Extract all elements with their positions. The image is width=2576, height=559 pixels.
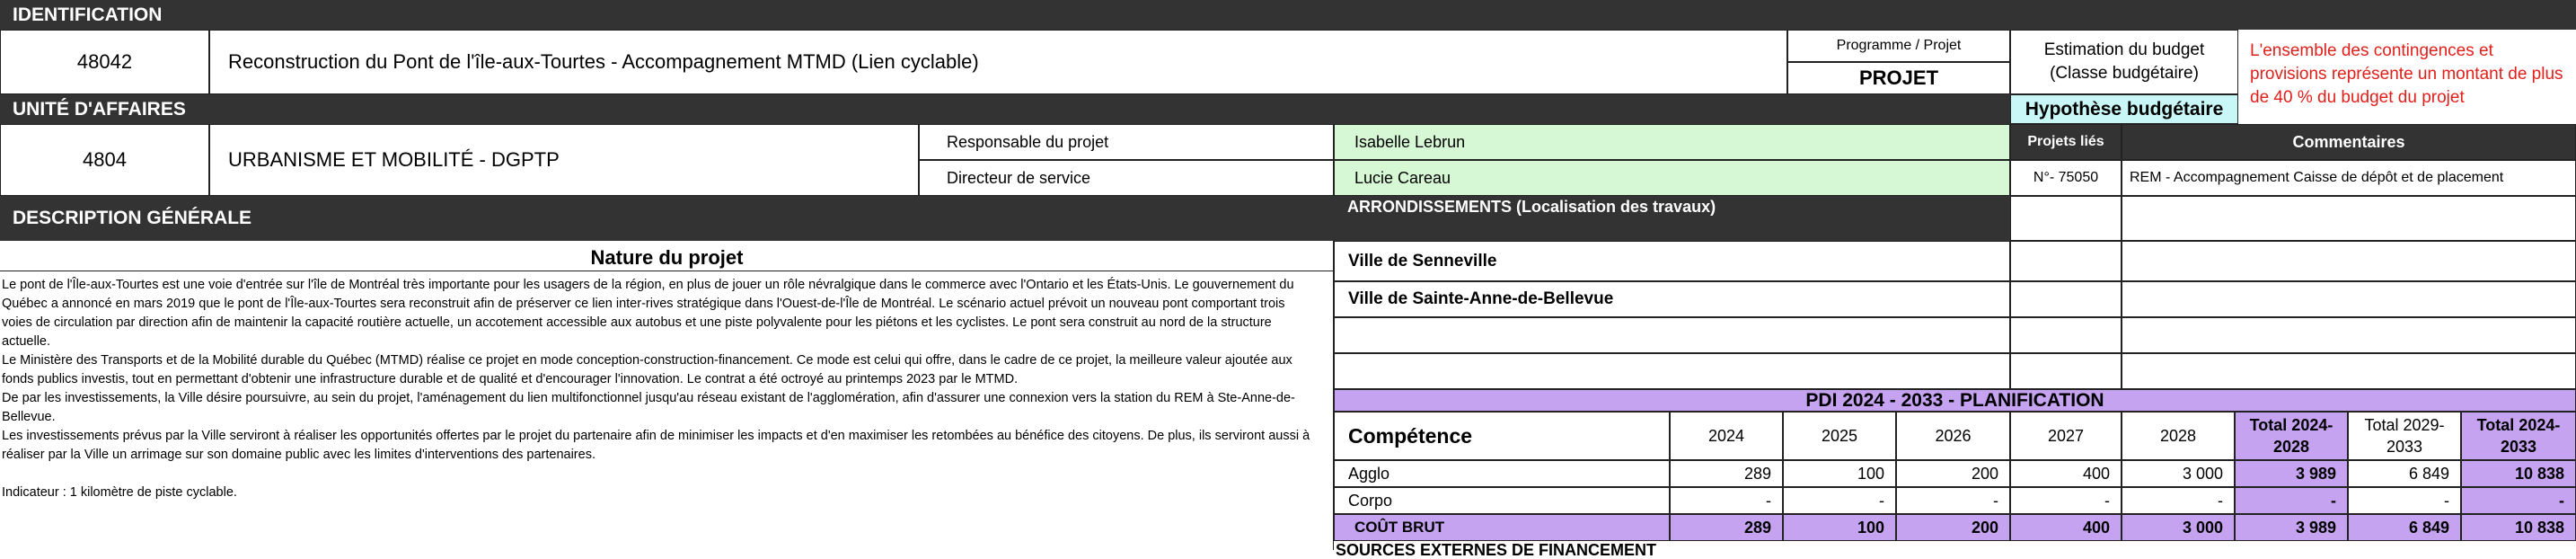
linked-project-empty-cell <box>2010 281 2122 317</box>
pdi-cell: 3 989 <box>2235 514 2348 541</box>
pdi-cell: 3 989 <box>2235 460 2348 487</box>
business-unit-name: URBANISME ET MOBILITÉ - DGPTP <box>209 124 919 196</box>
description-paragraph: Les investissements prévus par la Ville serviront à réaliser les opportunités offertes par le projet du partenaire afin de minimiser les impacts et d'en maximiser les retombées au bénéfice des citoyens. De plus, ils serviront aussi à réaliser par la Ville un arrimage sur son domaine public avec les limites d'interventions des partenaires. <box>2 429 1310 462</box>
nature-title: Nature du projet <box>0 244 1334 271</box>
linked-project-empty-cell <box>2010 241 2122 281</box>
description-paragraph: Indicateur : 1 kilomètre de piste cyclable. <box>2 485 237 500</box>
pdi-row-label: Corpo <box>1334 487 1670 514</box>
description-paragraph: Le pont de l'Île-aux-Tourtes est une voie d'entrée sur l'île de Montréal très importante pour les usagers de la région, en plus de jouer un rôle névralgique dans le commerce avec l'Ontario et les États-Unis. Le gouvernement du Québec a annoncé en mars 2019 que le pont de l'Île-aux-Tourtes sera reconstruit afin de préserver ce lien inter-rives stratégique dans l'Ouest-de-l'Île de Montréal. Le scénario actuel prévoit un nouveau pont comportant trois voies de circulation par direction afin de maintenir la capacité routière actuelle, un accotement accessible aux autobus et une piste polyvalente pour les piétons et les cyclistes. Le pont sera construit au nord de la structure actuelle. <box>2 278 1294 349</box>
linked-projects-header: Projets liés <box>2010 124 2122 160</box>
business-unit-header-label: UNITÉ D'AFFAIRES <box>13 98 186 120</box>
pdi-cell: 6 849 <box>2348 460 2461 487</box>
contingency-note: L'ensemble des contingences et provisions représente un montant de plus de 40 % du budget du projet <box>2250 41 2563 107</box>
total-header: Total 2029-2033 <box>2348 412 2461 460</box>
description-paragraph: Le Ministère des Transports et de la Mobilité durable du Québec (MTMD) réalise ce projet en mode conception-construction-financement. Ce mode est celui qui offre, dans le cadre de ce projet, la meilleure valeur ajoutée aux fonds publics investis, tout en permettant d'obtenir une infrastructure durable et de qualité et d'encourager l'innovation. Le contrat a été octroyé au printemps 2023 par le MTMD. <box>2 353 1292 386</box>
pdi-row-label: Agglo <box>1334 460 1670 487</box>
business-unit-code: 4804 <box>0 124 209 196</box>
general-description-header-label: DESCRIPTION GÉNÉRALE <box>13 208 252 228</box>
year-header: 2026 <box>1896 412 2010 460</box>
description-paragraph: De par les investissements, la Ville désire poursuivre, au sein du projet, l'aménagement du lien multifonctionnel jusqu'au réseau existant de l'agglomération, afin d'assurer une connexion vers la station du REM à Ste-Anne-de-Bellevue. <box>2 391 1295 424</box>
linked-project-empty-cell <box>2122 241 2576 281</box>
pdi-cell: 100 <box>1783 460 1896 487</box>
linked-project-empty-cell <box>2122 317 2576 353</box>
description-text <box>2 276 1313 502</box>
project-manager-label: Responsable du projet <box>919 124 1334 160</box>
competence-header: Compétence <box>1334 412 1670 460</box>
pdi-cell: 289 <box>1670 460 1783 487</box>
pdi-cell: 200 <box>1896 460 2010 487</box>
description-paragraph <box>2 465 1313 484</box>
pdi-cell: - <box>2461 487 2576 514</box>
linked-project-empty-cell <box>2122 281 2576 317</box>
budget-estimate-label: Estimation du budget (Classe budgétaire) <box>2010 30 2238 94</box>
pdi-title: PDI 2024 - 2033 - PLANIFICATION <box>1334 389 2576 412</box>
pdi-cell: 289 <box>1670 514 1783 541</box>
pdi-cell: - <box>2348 487 2461 514</box>
service-director-value: Lucie Careau <box>1334 160 2010 196</box>
borough-empty <box>1334 353 2010 389</box>
pdi-cell: 10 838 <box>2461 460 2576 487</box>
linked-project-empty-cell <box>2122 353 2576 389</box>
external-sources-label: SOURCES EXTERNES DE FINANCEMENT <box>1336 541 1657 559</box>
total-header: Total 2024-2033 <box>2461 412 2576 460</box>
project-manager-value: Isabelle Lebrun <box>1334 124 2010 160</box>
pdi-cell: 100 <box>1783 514 1896 541</box>
project-title: Reconstruction du Pont de l'île-aux-Tourtes - Accompagnement MTMD (Lien cyclable) <box>209 30 1787 94</box>
pdi-cell: - <box>2235 487 2348 514</box>
pdi-cell: - <box>2122 487 2235 514</box>
borough-item: Ville de Sainte-Anne-de-Bellevue <box>1334 281 2010 317</box>
year-header: 2028 <box>2122 412 2235 460</box>
year-header: 2024 <box>1670 412 1783 460</box>
service-director-label: Directeur de service <box>919 160 1334 196</box>
business-unit-header <box>0 94 2010 124</box>
pdi-cell: 3 000 <box>2122 460 2235 487</box>
pdi-cell: - <box>1896 487 2010 514</box>
program-value: PROJET <box>1787 62 2010 94</box>
pdi-cell: 6 849 <box>2348 514 2461 541</box>
pdi-cell: 400 <box>2010 460 2122 487</box>
pdi-row-label: COÛT BRUT <box>1334 514 1670 541</box>
pdi-cell: 400 <box>2010 514 2122 541</box>
general-description-header <box>0 196 1334 241</box>
pdi-cell: 10 838 <box>2461 514 2576 541</box>
linked-project-comment: REM - Accompagnement Caisse de dépôt et de placement <box>2122 160 2576 196</box>
borough-item: Ville de Senneville <box>1334 241 2010 281</box>
linked-project-empty-cell <box>2010 317 2122 353</box>
linked-project-empty-cell <box>2010 353 2122 389</box>
pdi-cell: - <box>2010 487 2122 514</box>
linked-project-empty-cell <box>2010 196 2122 241</box>
budget-hypothesis: Hypothèse budgétaire <box>2010 94 2238 124</box>
boroughs-header: ARRONDISSEMENTS (Localisation des travaux) <box>1334 196 2010 241</box>
comments-header: Commentaires <box>2122 124 2576 160</box>
pdi-cell: - <box>1783 487 1896 514</box>
identification-header-label: IDENTIFICATION <box>13 4 163 25</box>
project-number: 48042 <box>0 30 209 94</box>
pdi-cell: 200 <box>1896 514 2010 541</box>
identification-header <box>0 0 2576 30</box>
pdi-cell: - <box>1670 487 1783 514</box>
program-label: Programme / Projet <box>1787 30 2010 62</box>
linked-project-empty-cell <box>2122 196 2576 241</box>
pdi-cell: 3 000 <box>2122 514 2235 541</box>
linked-project-id: N°- 75050 <box>2010 160 2122 196</box>
year-header: 2027 <box>2010 412 2122 460</box>
total-header: Total 2024-2028 <box>2235 412 2348 460</box>
borough-empty <box>1334 317 2010 353</box>
year-header: 2025 <box>1783 412 1896 460</box>
